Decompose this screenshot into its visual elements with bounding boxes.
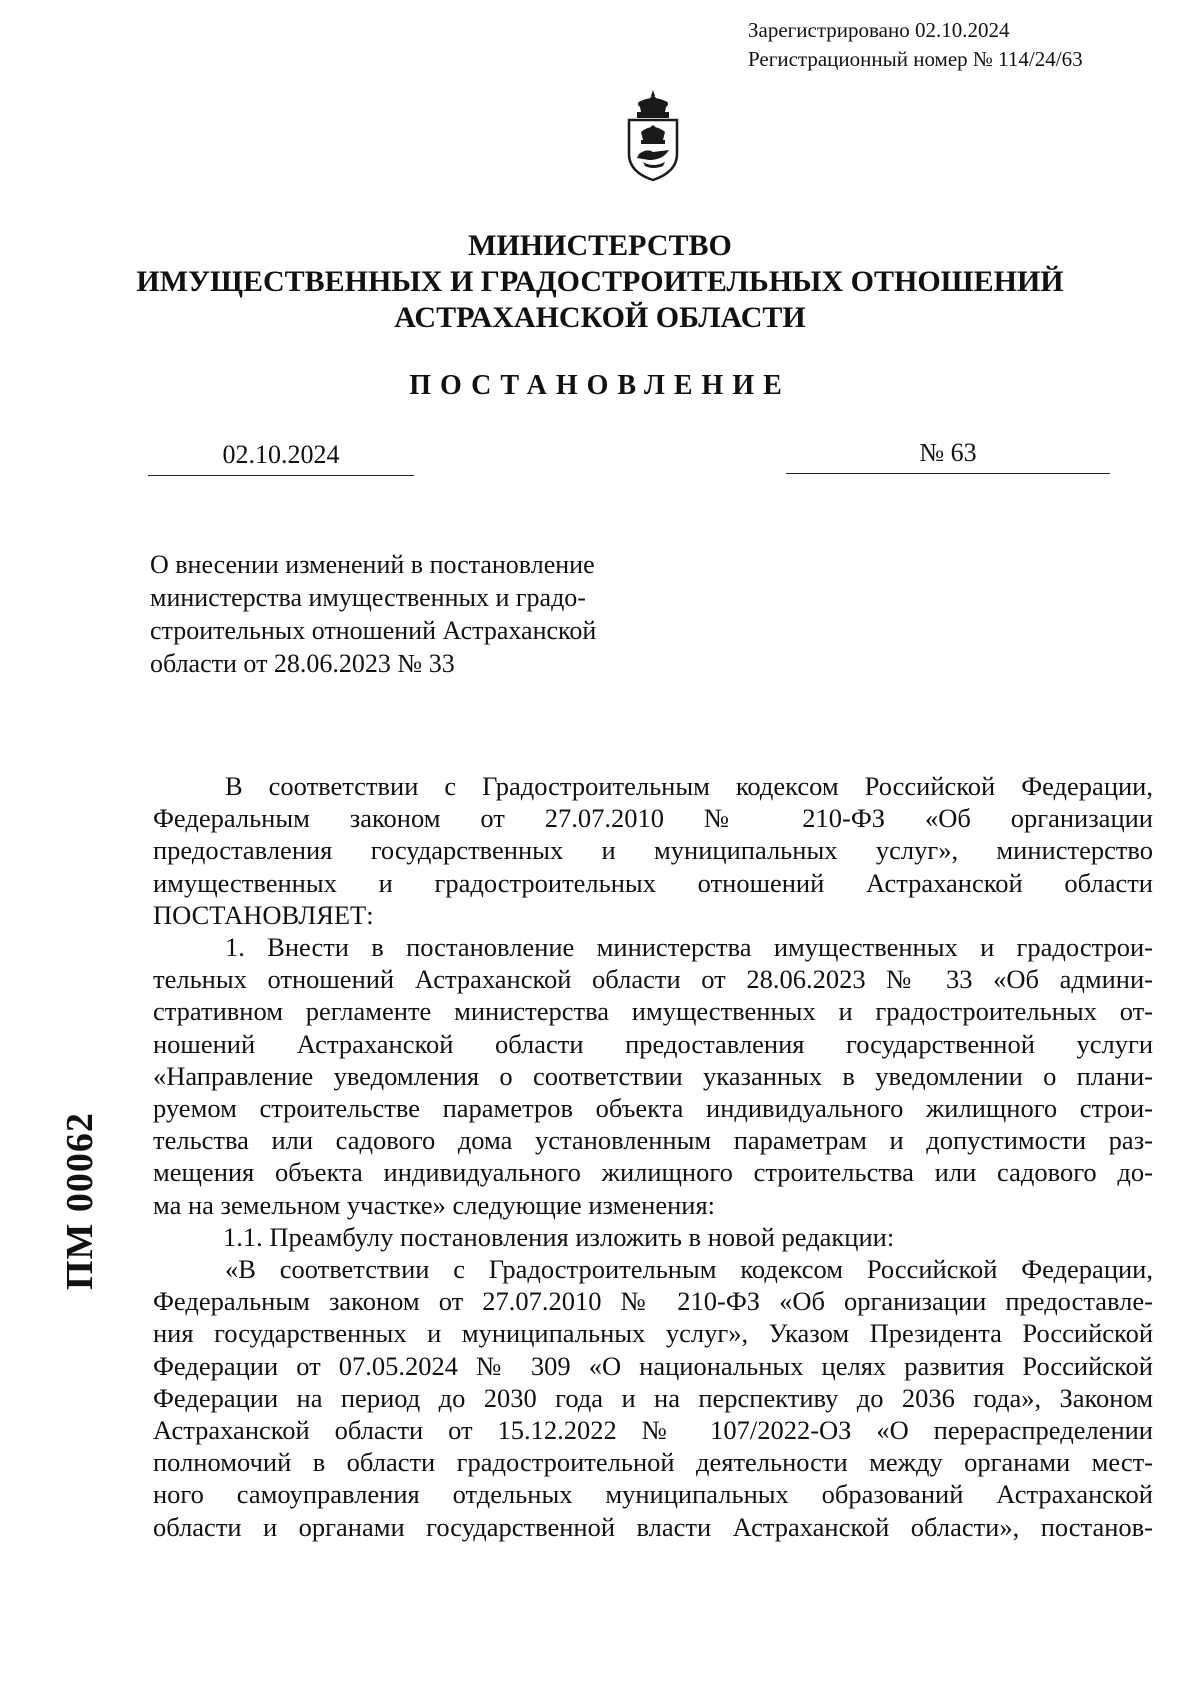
side-stamp: ПМ 00062 [59, 1112, 101, 1290]
subject-line: строительных отношений Астраханской [150, 616, 597, 645]
document-type: ПОСТАНОВЛЕНИЕ [409, 370, 791, 401]
registration-block [748, 16, 1083, 74]
body-line: стративном регламенте министерства имущественных и градостроительных от- [153, 996, 1153, 1027]
astrakhan-coat-of-arms-icon [617, 88, 689, 184]
subject-line: О внесении изменений в постановление [150, 550, 595, 579]
document-number: № 63 [786, 435, 1110, 474]
document-body [153, 770, 1153, 1543]
body-line: руемом строительстве параметров объекта индивидуального жилищного строи- [153, 1093, 1153, 1124]
body-line: предоставления государственных и муниципальных услуг», министерство [153, 835, 1153, 866]
body-line: «Направление уведомления о соответствии указанных в уведомлении о плани- [153, 1060, 1153, 1091]
body-line: имущественных и градостроительных отношений Астраханской области [153, 867, 1153, 898]
body-line: Федеральным законом от 27.07.2010 № 210-ФЗ «Об организации [153, 803, 1153, 834]
body-line: В соответствии с Градостроительным кодексом Российской Федерации, [225, 771, 1153, 801]
body-line: ния государственных и муниципальных услуг», Указом Президента Российской [153, 1318, 1153, 1349]
body-line: тельных отношений Астраханской области от 28.06.2023 № 33 «Об админи- [153, 964, 1153, 995]
body-line: мещения объекта индивидуального жилищного строительства или садового до- [153, 1157, 1153, 1188]
body-line: 1. Внести в постановление министерства имущественных и градострои- [225, 932, 1153, 963]
body-line: Федеральным законом от 27.07.2010 № 210-ФЗ «Об организации предоставле- [153, 1286, 1153, 1317]
body-line: Федерации от 07.05.2024 № 309 «О национальных целях развития Российской [153, 1350, 1153, 1381]
body-line: области и органами государственной власти Астраханской области», постанов- [153, 1511, 1153, 1542]
body-line: ма на земельном участке» следующие изменения: [153, 1189, 716, 1220]
body-line: «В соответствии с Градостроительным кодексом Российской Федерации, [225, 1254, 1153, 1285]
registration-date: Зарегистрировано 02.10.2024 [748, 18, 1010, 42]
body-line: 1.1. Преамбулу постановления изложить в новой редакции: [223, 1221, 895, 1252]
ministry-line: АСТРАХАНСКОЙ ОБЛАСТИ [394, 301, 806, 334]
subject-line: области от 28.06.2023 № 33 [150, 649, 455, 678]
ministry-line: МИНИСТЕРСТВО [468, 229, 732, 262]
body-line: ПОСТАНОВЛЯЕТ: [153, 899, 374, 930]
body-line: полномочий в области градостроительной деятельности между органами мест- [153, 1447, 1153, 1478]
subject-line: министерства имущественных и градо- [150, 583, 586, 612]
body-line: ношений Астраханской области предоставления государственной услуги [153, 1028, 1153, 1059]
document-subject [150, 548, 702, 680]
body-line: Федерации на период до 2030 года и на перспективу до 2036 года», Законом [153, 1382, 1153, 1413]
document-date: 02.10.2024 [148, 437, 414, 476]
body-line: ного самоуправления отдельных муниципальных образований Астраханской [153, 1479, 1153, 1510]
body-line: тельства или садового дома установленным параметрам и допустимости раз- [153, 1125, 1153, 1156]
registration-number: Регистрационный номер № 114/24/63 [748, 47, 1083, 71]
body-line: Астраханской области от 15.12.2022 № 107/2022-ОЗ «О перераспределении [153, 1415, 1153, 1446]
ministry-line: ИМУЩЕСТВЕННЫХ И ГРАДОСТРОИТЕЛЬНЫХ ОТНОШЕНИЙ [136, 265, 1064, 298]
ministry-name [0, 228, 1200, 336]
